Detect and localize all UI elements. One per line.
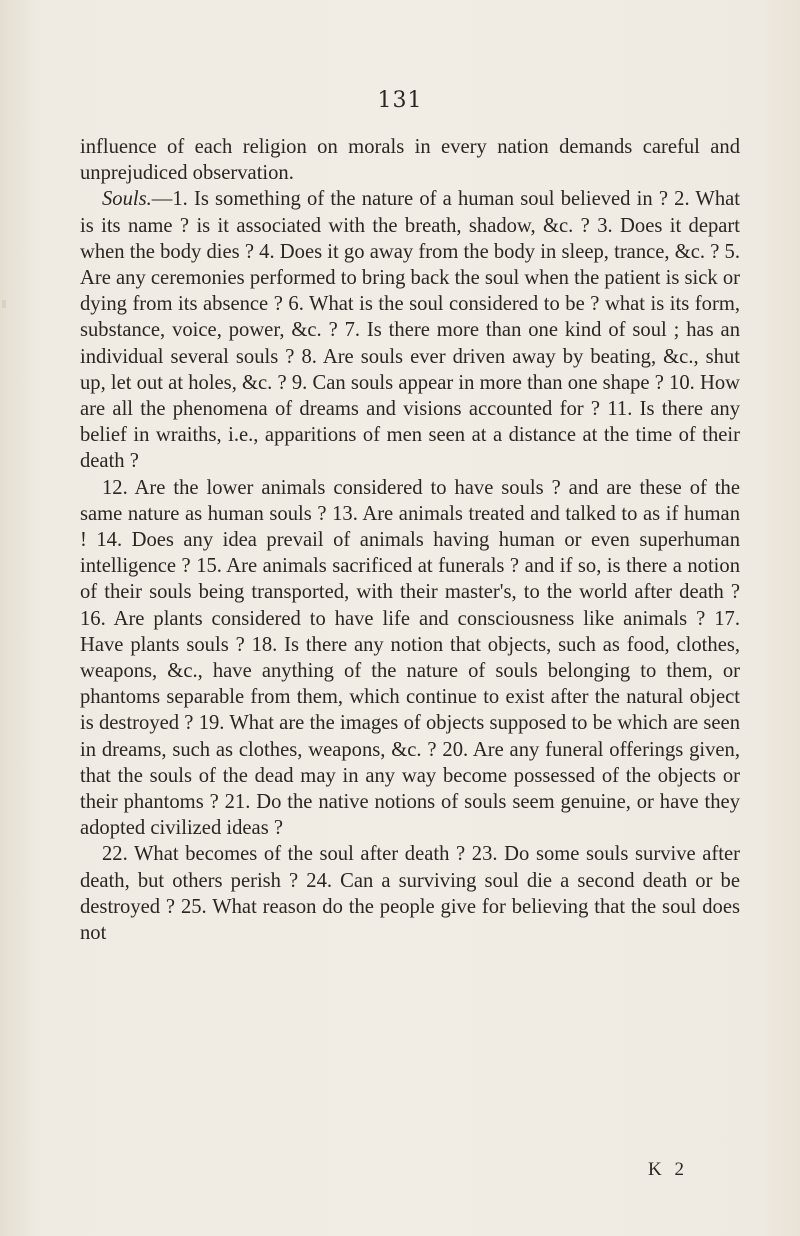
paragraph-animals-plants [80,475,740,842]
paragraph-text: influence of each religion on morals in every nation demands careful and unprejudiced observation. [80,136,740,185]
paragraph-text: —1. Is something of the nature of a human soul believed in ? 2. What is its name ? is it associated with the breath, shadow, &c. ? 3. Does it depart when the body dies ? 4. Does it go away from the body in sleep, trance, &c. ? 5. Are any ceremonies performed to bring back the soul when the patient is sick or dying from its absence ? 6. What is the soul considered to be ? what is its form, substance, voice, power, &c. ? 7. Is there more than one kind of soul ; has an individual several souls ? 8. Are souls ever driven away by beating, &c., shut up, let out at holes, &c. ? 9. Can souls appear in more than one shape ? 10. How are all the phenomena of dreams and visions accounted for ? 11. Is there any belief in wraiths, i.e., apparitions of men seen at a distance at the time of their death ? [80,188,740,473]
signature-mark: K 2 [648,1159,688,1180]
section-lead: Souls. [102,188,152,211]
paragraph-text: 22. What becomes of the soul after death ? 23. Do some souls survive after death, but others perish ? 24. Can a surviving soul die a second death or be destroyed ? 25. What reason do the people give for believing that the soul does not [80,843,740,945]
page-number: 131 [377,88,423,113]
paragraph-intro [80,134,740,186]
paragraph-souls [80,186,740,474]
paragraph-after-death [80,841,740,946]
page-edge-mark [2,300,6,308]
paragraph-text: 12. Are the lower animals considered to have souls ? and are these of the same nature as human souls ? 13. Are animals treated and talked to as if human ! 14. Does any idea prevail of animals having human or even superhuman intelligence ? 15. Are animals sacrificed at funerals ? and if so, is there a notion of their souls being transported, with their master's, to the world after death ? 16. Are plants considered to have life and consciousness like animals ? 17. Have plants souls ? 18. Is there any notion that objects, such as food, clothes, weapons, &c., have anything of the nature of souls belonging to them, or phantoms separable from them, which continue to exist after the natural object is destroyed ? 19. What are the images of objects supposed to be which are seen in dreams, such as clothes, weapons, &c. ? 20. Are any funeral offerings given, that the souls of the dead may in any way become possessed of the objects or their phantoms ? 21. Do the native notions of souls seem genuine, or have they adopted civilized ideas ? [80,476,740,840]
body-text [80,134,740,946]
